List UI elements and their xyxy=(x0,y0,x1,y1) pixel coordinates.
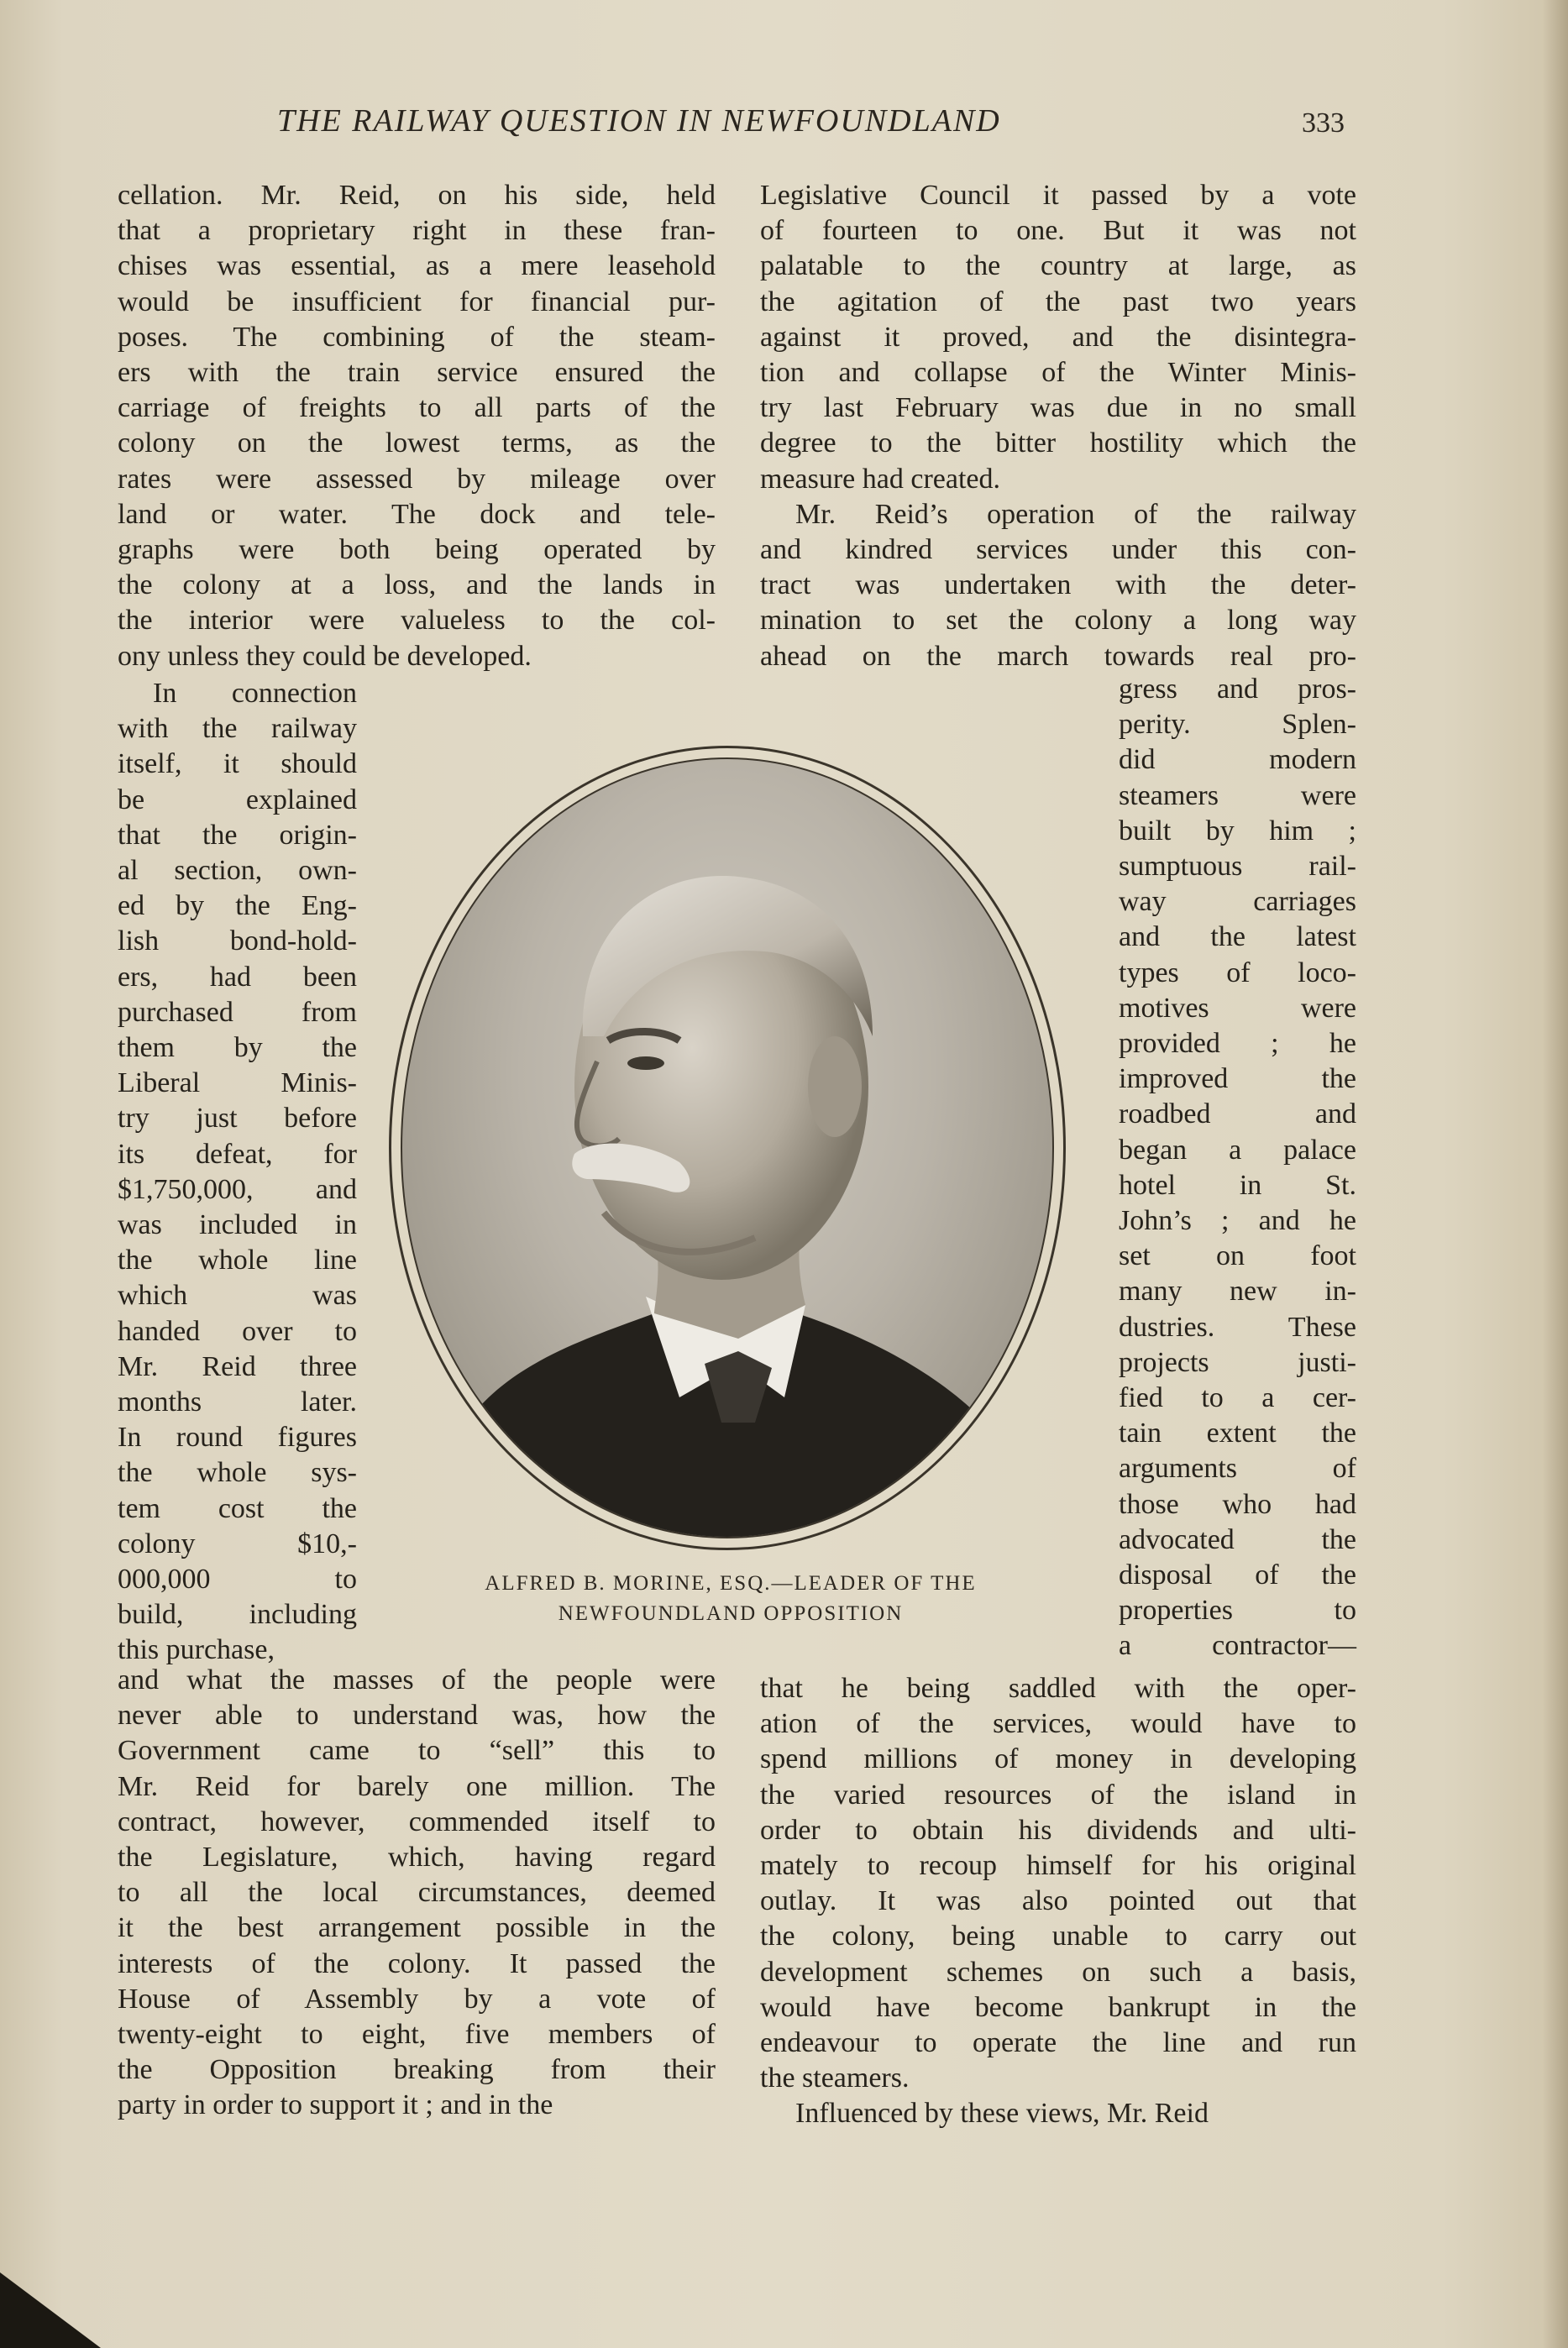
text-line: improved the xyxy=(1119,1063,1356,1095)
text-line: the steamers. xyxy=(760,2062,910,2094)
portrait-illustration xyxy=(402,759,1052,1537)
text-line: dustries. These xyxy=(1119,1311,1356,1343)
left-column-narrow xyxy=(118,676,357,1669)
figure-caption xyxy=(437,1569,1025,1629)
text-line: would be insufficient for financial pur- xyxy=(118,286,716,317)
text-line: graphs were both being operated by xyxy=(118,534,716,566)
text-line: ers, had been xyxy=(118,961,357,993)
text-line: the varied resources of the island in xyxy=(760,1779,1356,1811)
text-line: them by the xyxy=(118,1032,357,1064)
text-line: 000,000 to xyxy=(118,1564,357,1596)
text-line: gress and pros- xyxy=(1119,673,1356,705)
text-line: the colony, being unable to carry out xyxy=(760,1921,1356,1952)
page-edge-shadow xyxy=(1543,0,1568,2348)
text-line: measure had created. xyxy=(760,463,1000,495)
text-line: $1,750,000, and xyxy=(118,1173,357,1205)
text-line: party in order to support it ; and in the xyxy=(118,2089,553,2121)
running-title: THE RAILWAY QUESTION IN NEWFOUNDLAND xyxy=(277,103,1001,139)
text-line: rates were assessed by mileage over xyxy=(118,463,716,495)
text-line: fied to a cer- xyxy=(1119,1382,1356,1414)
text-line: perity. Splen- xyxy=(1119,709,1356,741)
text-line: the agitation of the past two years xyxy=(760,286,1356,317)
text-line: the whole line xyxy=(118,1245,357,1276)
right-column-top xyxy=(760,178,1356,674)
text-line: the whole sys- xyxy=(118,1457,357,1489)
text-line: would have become bankrupt in the xyxy=(760,1991,1356,2023)
text-line: that the origin- xyxy=(118,819,357,851)
text-line: order to obtain his dividends and ulti- xyxy=(760,1814,1356,1846)
text-line: House of Assembly by a vote of xyxy=(118,1983,716,2015)
text-line: was included in xyxy=(118,1209,357,1241)
text-line: months later. xyxy=(118,1386,357,1418)
text-line: which was xyxy=(118,1280,357,1312)
text-line: handed over to xyxy=(118,1315,357,1347)
text-line: motives were xyxy=(1119,992,1356,1024)
text-line: tract was undertaken with the deter- xyxy=(760,569,1356,601)
text-line: tem cost the xyxy=(118,1492,357,1524)
text-line: tion and collapse of the Winter Minis- xyxy=(760,357,1356,389)
left-column-bottom xyxy=(118,1663,716,2124)
text-line: the colony at a loss, and the lands in xyxy=(118,569,716,601)
text-line: Government came to “sell” this to xyxy=(118,1735,716,1767)
text-line: John’s ; and he xyxy=(1119,1205,1356,1237)
text-line: Mr. Reid three xyxy=(118,1350,357,1382)
text-line: that he being saddled with the oper- xyxy=(760,1673,1356,1704)
text-line: build, including xyxy=(118,1599,357,1631)
right-column-narrow xyxy=(1119,672,1356,1664)
text-line: the interior were valueless to the col- xyxy=(118,605,716,637)
text-line: those who had xyxy=(1119,1488,1356,1520)
text-line: never able to understand was, how the xyxy=(118,1700,716,1732)
text-line: hotel in St. xyxy=(1119,1169,1356,1201)
text-line: colony $10,- xyxy=(118,1528,357,1559)
left-column-top xyxy=(118,178,716,674)
text-line: mately to recoup himself for his original xyxy=(760,1850,1356,1882)
text-line: set on foot xyxy=(1119,1240,1356,1272)
text-line: this purchase, xyxy=(118,1634,275,1666)
portrait-photo xyxy=(401,757,1054,1538)
text-line: carriage of freights to all parts of the xyxy=(118,392,716,424)
text-line: try last February was due in no small xyxy=(760,392,1356,424)
scan-corner xyxy=(0,2272,101,2348)
text-line: ers with the train service ensured the xyxy=(118,357,716,389)
text-line: roadbed and xyxy=(1119,1098,1356,1130)
text-line: it the best arrangement possible in the xyxy=(118,1912,716,1944)
text-line: arguments of xyxy=(1119,1453,1356,1485)
text-line: Legislative Council it passed by a vote xyxy=(760,180,1356,211)
text-line: degree to the bitter hostility which the xyxy=(760,427,1356,459)
text-line: began a palace xyxy=(1119,1134,1356,1166)
text-line: poses. The combining of the steam- xyxy=(118,321,716,353)
text-line: al section, own- xyxy=(118,855,357,887)
text-line: chises was essential, as a mere leasehold xyxy=(118,250,716,282)
text-line: twenty-eight to eight, five members of xyxy=(118,2019,716,2051)
text-line: ahead on the march towards real pro- xyxy=(760,640,1356,672)
caption-line: ALFRED B. MORINE, ESQ.—LEADER OF THE xyxy=(485,1572,977,1595)
text-line: In connection xyxy=(153,678,357,709)
text-line: a contractor— xyxy=(1119,1630,1356,1662)
text-line: that a proprietary right in these fran- xyxy=(118,215,716,247)
text-line: and the latest xyxy=(1119,921,1356,953)
text-line: the Legislature, which, having regard xyxy=(118,1842,716,1874)
text-line: built by him ; xyxy=(1119,815,1356,846)
text-line: try just before xyxy=(118,1103,357,1135)
text-line: advocated the xyxy=(1119,1523,1356,1555)
text-line: In round figures xyxy=(118,1422,357,1454)
text-line: its defeat, for xyxy=(118,1138,357,1170)
text-line: Influenced by these views, Mr. Reid xyxy=(795,2098,1209,2130)
text-line: Mr. Reid’s operation of the railway xyxy=(795,498,1356,530)
text-line: steamers were xyxy=(1119,779,1356,811)
text-line: colony on the lowest terms, as the xyxy=(118,427,716,459)
text-line: contract, however, commended itself to xyxy=(118,1806,716,1837)
text-line: mination to set the colony a long way xyxy=(760,605,1356,637)
text-line: way carriages xyxy=(1119,886,1356,918)
text-line: properties to xyxy=(1119,1595,1356,1627)
caption-line: NEWFOUNDLAND OPPOSITION xyxy=(558,1602,904,1625)
text-line: and kindred services under this con- xyxy=(760,534,1356,566)
text-line: spend millions of money in developing xyxy=(760,1743,1356,1775)
text-line: be explained xyxy=(118,784,357,815)
right-column-bottom xyxy=(760,1671,1356,2132)
text-line: many new in- xyxy=(1119,1276,1356,1308)
text-line: disposal of the xyxy=(1119,1559,1356,1591)
page-number: 333 xyxy=(1302,107,1345,139)
text-line: and what the masses of the people were xyxy=(118,1664,716,1695)
text-line: types of loco- xyxy=(1119,956,1356,988)
text-line: the Opposition breaking from their xyxy=(118,2054,716,2086)
text-line: outlay. It was also pointed out that xyxy=(760,1885,1356,1917)
text-line: ony unless they could be developed. xyxy=(118,640,532,672)
text-line: palatable to the country at large, as xyxy=(760,250,1356,282)
text-line: tain extent the xyxy=(1119,1418,1356,1449)
text-line: sumptuous rail- xyxy=(1119,851,1356,883)
text-line: projects justi- xyxy=(1119,1346,1356,1378)
text-line: Liberal Minis- xyxy=(118,1067,357,1099)
text-line: with the railway xyxy=(118,713,357,745)
text-line: did modern xyxy=(1119,744,1356,776)
text-line: lish bond-hold- xyxy=(118,925,357,957)
text-line: development schemes on such a basis, xyxy=(760,1956,1356,1988)
text-line: ed by the Eng- xyxy=(118,890,357,922)
text-line: interests of the colony. It passed the xyxy=(118,1947,716,1979)
text-line: provided ; he xyxy=(1119,1028,1356,1060)
text-line: endeavour to operate the line and run xyxy=(760,2027,1356,2059)
text-line: of fourteen to one. But it was not xyxy=(760,215,1356,247)
text-line: to all the local circumstances, deemed xyxy=(118,1877,716,1909)
text-line: land or water. The dock and tele- xyxy=(118,498,716,530)
text-line: itself, it should xyxy=(118,748,357,780)
text-line: cellation. Mr. Reid, on his side, held xyxy=(118,180,716,211)
text-line: against it proved, and the disintegra- xyxy=(760,321,1356,353)
text-line: ation of the services, would have to xyxy=(760,1708,1356,1740)
text-line: Mr. Reid for barely one million. The xyxy=(118,1770,716,1802)
text-line: purchased from xyxy=(118,996,357,1028)
